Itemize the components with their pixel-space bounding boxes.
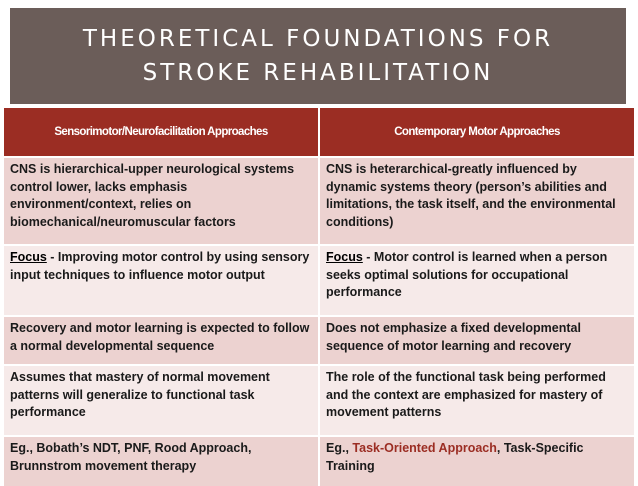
header-contemporary: Contemporary Motor Approaches (319, 108, 634, 157)
focus-text: - Improving motor control by using sensory input techniques to influence motor output (10, 250, 310, 282)
examples-prefix: Eg., (326, 441, 353, 455)
cell-examples-sensorimotor: Eg., Bobath’s NDT, PNF, Rood Approach, Brunnstrom movement therapy (4, 436, 319, 486)
focus-text: - Motor control is learned when a person seeks optimal solutions for occupational performance (326, 250, 608, 299)
examples-suffix: , Task-Specific Training (326, 441, 584, 473)
title-bar (10, 8, 626, 104)
cell-functional-task-role: The role of the functional task being performed and the context are emphasized for mastery of movement patterns (319, 365, 634, 436)
slide-title-line-2: STROKE REHABILITATION (142, 60, 494, 86)
task-oriented-approach-link[interactable]: Task-Oriented Approach (352, 441, 497, 455)
cell-cns-hierarchical: CNS is hierarchical-upper neurological systems control lower, lacks emphasis environment/context, relies on biomechanical/neuromuscular factors (4, 157, 319, 245)
focus-keyword: Focus (326, 250, 363, 264)
cell-recovery-sequence: Recovery and motor learning is expected to follow a normal developmental sequence (4, 316, 319, 365)
cell-mastery-normal-movement: Assumes that mastery of normal movement patterns will generalize to functional task performance (4, 365, 319, 436)
table-header-row (4, 108, 634, 157)
slide-title-line-1: THEORETICAL FOUNDATIONS FOR (82, 26, 554, 52)
cell-focus-contemporary (319, 245, 634, 316)
table-row (4, 316, 634, 365)
table-row (4, 365, 634, 436)
cell-cns-heterarchical: CNS is heterarchical-greatly influenced by dynamic systems theory (person’s abilities and limitations, the task itself, and the environmental conditions) (319, 157, 634, 245)
focus-keyword: Focus (10, 250, 47, 264)
cell-focus-sensorimotor (4, 245, 319, 316)
table-row (4, 245, 634, 316)
comparison-table (4, 108, 634, 486)
table-row (4, 157, 634, 245)
header-sensorimotor: Sensorimotor/Neurofacilitation Approaches (4, 108, 319, 157)
cell-no-fixed-sequence: Does not emphasize a fixed developmental sequence of motor learning and recovery (319, 316, 634, 365)
